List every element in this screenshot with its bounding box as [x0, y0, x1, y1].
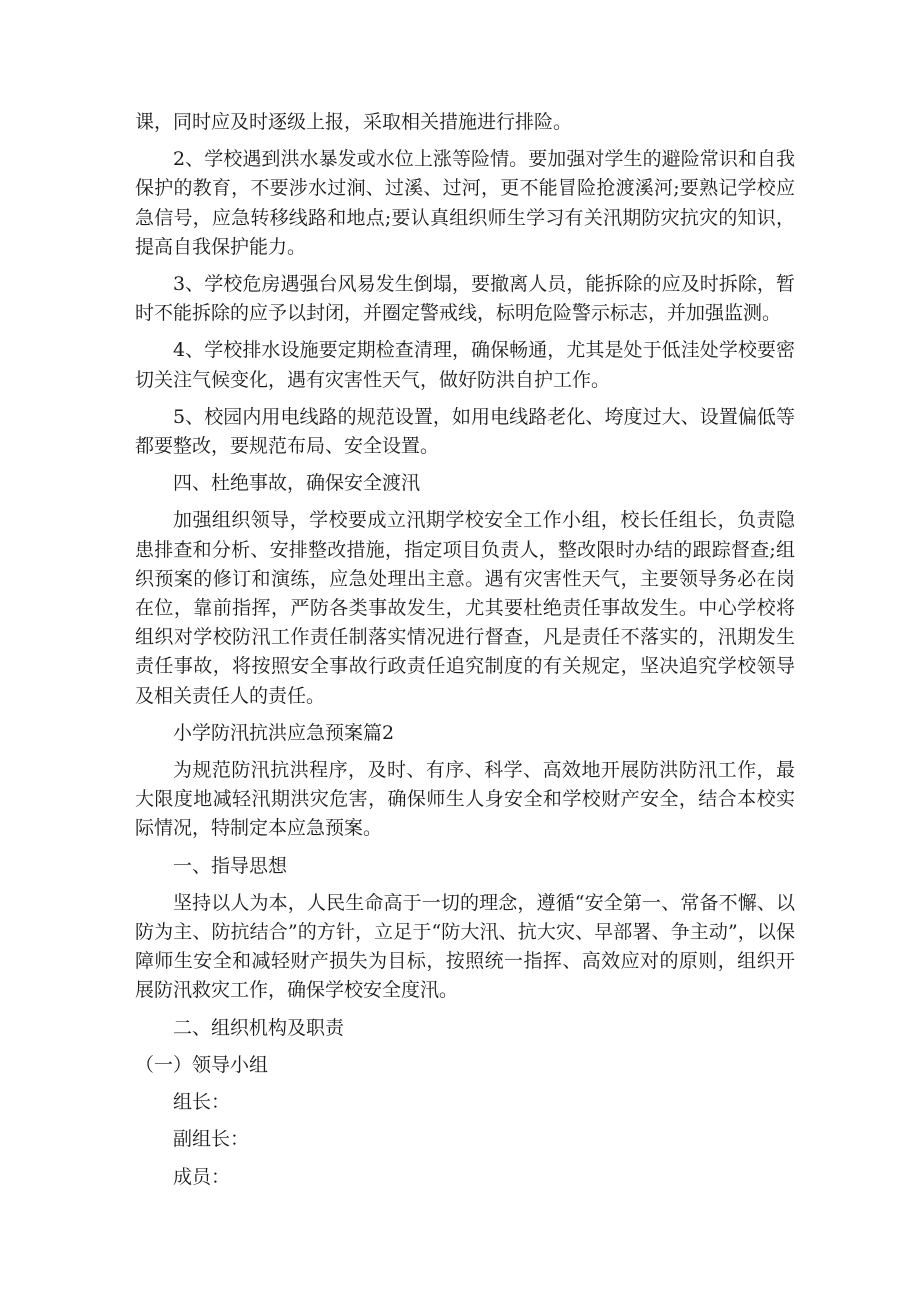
- section-heading-1: 一、指导思想: [173, 854, 288, 877]
- paragraph-item-4: 4、学校排水设施要定期检查清理，确保畅通，尤其是处于低洼处学校要密切关注气候变化，遇有灾害性天气，做好防洪自护工作。: [135, 339, 795, 391]
- field-leader: 组长：: [173, 1091, 231, 1114]
- paragraph-continuation: 课，同时应及时逐级上报，采取相关措施进行排险。: [135, 111, 573, 133]
- paragraph-item-5: 5、校园内用电线路的规范设置，如用电线路老化、垮度过大、设置偏低等都要整改，要规范布局、安全设置。: [135, 405, 795, 458]
- field-members: 成员：: [173, 1165, 231, 1188]
- paragraph-item-2: 2、学校遇到洪水暴发或水位上涨等险情。要加强对学生的避险常识和自我保护的教育，不要涉水过涧、过溪、过河，更不能冒险抢渡溪河;要熟记学校应急信号，应急转移线路和地点;要认真组织师生学习有关汛期防灾抗灾的知识，提高自我保护能力。: [135, 148, 795, 258]
- document-body: [135, 108, 795, 1192]
- subsection-heading-leadership: （一）领导小组: [135, 1053, 269, 1076]
- section-heading-2: 二、组织机构及职责: [173, 1016, 345, 1039]
- paragraph-organization: 加强组织领导，学校要成立汛期学校安全工作小组，校长任组长，负责隐患排查和分析、安排整改措施，指定项目负责人，整改限时办结的跟踪督查;组织预案的修订和演练，应急处理出主意。遇有灾害性天气，主要领导务必在岗在位，靠前指挥，严防各类事故发生，尤其要杜绝责任事故发生。中心学校将组织对学校防汛工作责任制落实情况进行督查，凡是责任不落实的，汛期发生责任事故，将按照安全事故行政责任追究制度的有关规定，坚决追究学校领导及相关责任人的责任。: [135, 509, 795, 707]
- field-deputy-leader: 副组长：: [173, 1128, 250, 1151]
- paragraph-guiding-principle: 坚持以人为本，人民生命高于一切的理念，遵循“安全第一、常备不懈、以防为主、防抗结合”的方针，立足于“防大汛、抗大灾、早部署、争主动”，以保障师生安全和减轻财产损失为目标，按照统一指挥、高效应对的原则，组织开展防汛救灾工作，确保学校安全度汛。: [135, 891, 795, 1002]
- section-heading-4: 四、杜绝事故，确保安全渡汛: [173, 472, 421, 495]
- document-title-part-2: 小学防汛抗洪应急预案篇2: [173, 721, 395, 744]
- paragraph-item-3: 3、学校危房遇强台风易发生倒塌，要撤离人员，能拆除的应及时拆除，暂时不能拆除的应予以封闭，并圈定警戒线，标明危险警示标志，并加强监测。: [135, 273, 795, 325]
- paragraph-intro: 为规范防汛抗洪程序，及时、有序、科学、高效地开展防洪防汛工作，最大限度地减轻汛期洪灾危害，确保师生人身安全和学校财产安全，结合本校实际情况，特制定本应急预案。: [135, 759, 795, 840]
